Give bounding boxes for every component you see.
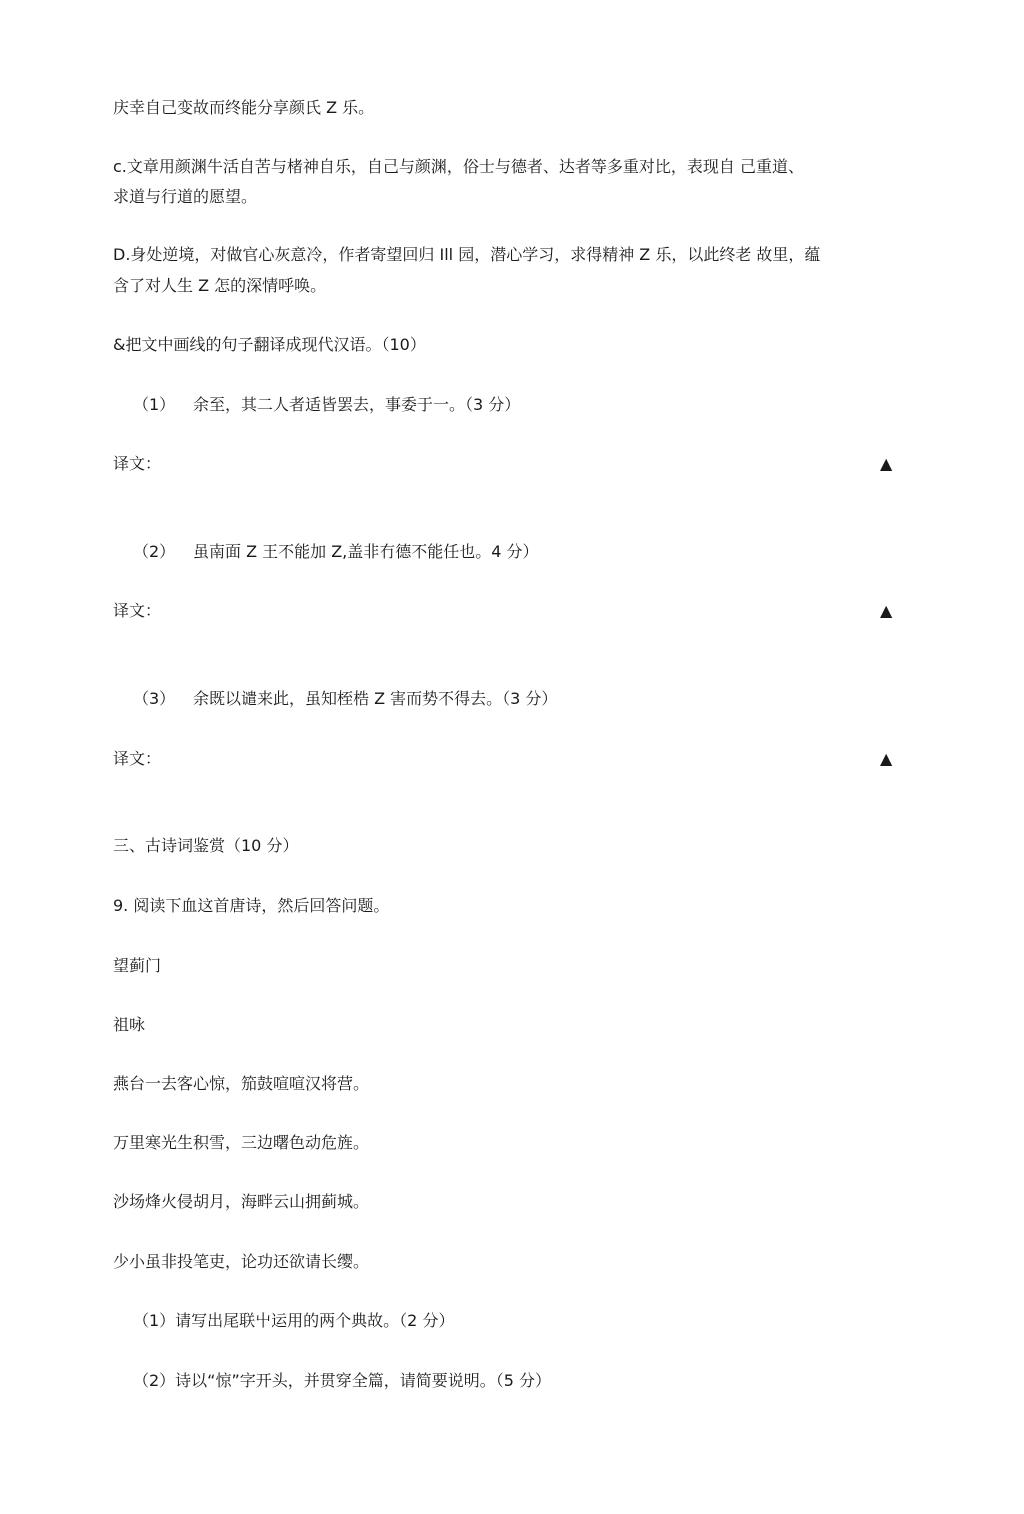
q8-title: &把文中画线的句子翻译成现代汉语。（10）: [113, 335, 426, 354]
q8-item-1: [133, 390, 520, 420]
q8-item-text: 虽南面 Z 王不能加 Z,盖非冇德不能任也。4 分）: [193, 542, 539, 561]
option-d-line2: 含了对人生 Z 怎的深情呼唤。: [113, 276, 327, 295]
answer-marker-1: ▲: [880, 454, 893, 473]
poem-line-4: 少小虽非投笔吏，论功还欲请长缨。: [113, 1252, 370, 1271]
poem-line-1: 燕台一去客心惊，笳鼓喧喧汉将营。: [113, 1074, 370, 1093]
section3-title: 三、古诗词鉴赏（10 分）: [113, 836, 299, 855]
answer-label-1: 译文：: [113, 454, 162, 473]
answer-marker-2: ▲: [880, 601, 893, 620]
q8-item-3: [133, 684, 557, 714]
answer-label-3: 译文：: [113, 749, 162, 768]
option-c-line1: c.文章用颜渊牛活自苦与楮神自乐，自己与颜渊，俗士与德者、达者等多重对比，表现自 己重道、: [113, 157, 804, 176]
q9-intro: 9. 阅读下血这首唐诗，然后回答问题。: [113, 896, 390, 915]
q8-item-text: 余至，其二人者适皆罢去，事委于一。（3 分）: [193, 395, 521, 414]
option-c-line2: 求道与行道的愿望。: [113, 187, 258, 206]
poem-line-3: 沙场烽火侵胡月，海畔云山拥蓟城。: [113, 1192, 370, 1211]
answer-label-2: 译文：: [113, 601, 162, 620]
q8-item-2: [133, 537, 539, 567]
q9-subquestion-2: （2）诗以“惊”字开头，并贯穿全篇，请简要说明。（5 分）: [133, 1371, 552, 1390]
poem-title: 望蓟门: [113, 956, 162, 975]
q8-item-number: （3）: [133, 689, 176, 708]
answer-marker-3: ▲: [880, 749, 893, 768]
poem-line-2: 万里寒光生积雪，三边曙色动危旌。: [113, 1133, 370, 1152]
option-b-tail: 庆幸自己变故而终能分享颜氏 Z 乐。: [113, 98, 375, 117]
option-d-line1: D.身处逆境，对做官心灰意冷，作者寄望回归 Ill 园，潜心学习，求得精神 Z 乐，以此终老 故里，蕴: [113, 245, 821, 264]
q8-item-text: 余既以谴来此，虽知桎梏 Z 害而势不得去。（3 分）: [193, 689, 558, 708]
poem-author: 祖咏: [113, 1015, 146, 1034]
q9-subquestion-1: （1）请写出尾联屮运用的两个典故。（2 分）: [133, 1311, 455, 1330]
q8-item-number: （2）: [133, 542, 176, 561]
q8-item-number: （1）: [133, 395, 176, 414]
